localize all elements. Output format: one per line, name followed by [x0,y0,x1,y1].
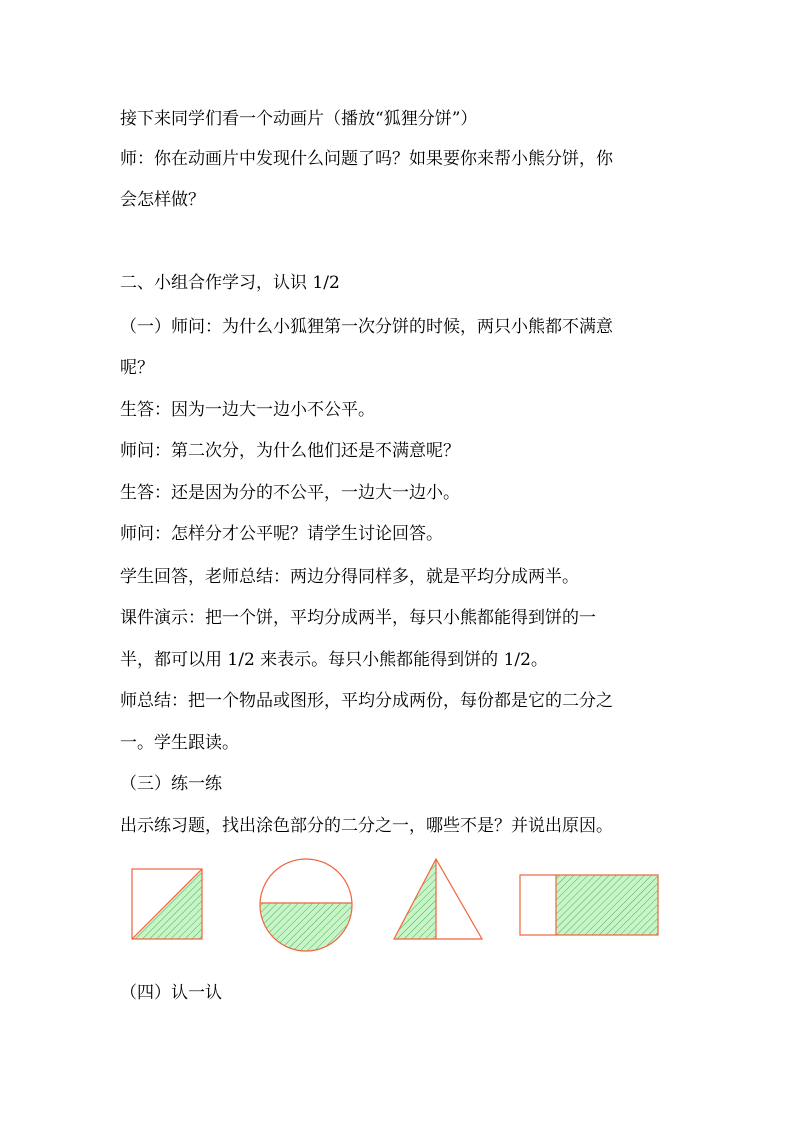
subsection-heading: （三）练一练 [120,774,222,794]
text-line: 半，都可以用 1/2 来表示。每只小熊都能得到饼的 1/2。 [120,650,548,670]
section-heading: 二、小组合作学习，认识 1/2 [120,273,340,293]
exercise-figures [120,855,680,955]
text-line: 学生回答，老师总结：两边分得同样多，就是平均分成两半。 [120,567,579,587]
text-line: 师问：第二次分，为什么他们还是不满意呢？ [120,441,460,461]
text-line: 一。学生跟读。 [120,733,239,753]
text-line: 师总结：把一个物品或图形，平均分成两份，每份都是它的二分之 [120,691,613,711]
text-line: （一）师问：为什么小狐狸第一次分饼的时候，两只小熊都不满意 [120,317,613,337]
subsection-heading: （四）认一认 [120,983,222,1003]
text-line: 出示练习题，找出涂色部分的二分之一，哪些不是？并说出原因。 [120,816,613,836]
text-line: 师：你在动画片中发现什么问题了吗？如果要你来帮小熊分饼，你 [120,149,613,169]
text-line: 生答：因为一边大一边小不公平。 [120,400,375,420]
text-line: 师问：怎样分才公平呢？请学生讨论回答。 [120,524,443,544]
triangle-figure [394,859,482,939]
text-line: 课件演示：把一个饼，平均分成两半，每只小熊都能得到饼的一 [120,608,596,628]
text-line: 会怎样做？ [120,190,205,210]
circle-figure [258,859,354,953]
rectangle-figure [520,875,658,935]
text-line: 生答：还是因为分的不公平，一边大一边小。 [120,483,460,503]
square-figure [132,869,202,939]
text-line: 接下来同学们看一个动画片（播放“狐狸分饼”） [120,109,478,129]
text-line: 呢？ [120,358,154,378]
